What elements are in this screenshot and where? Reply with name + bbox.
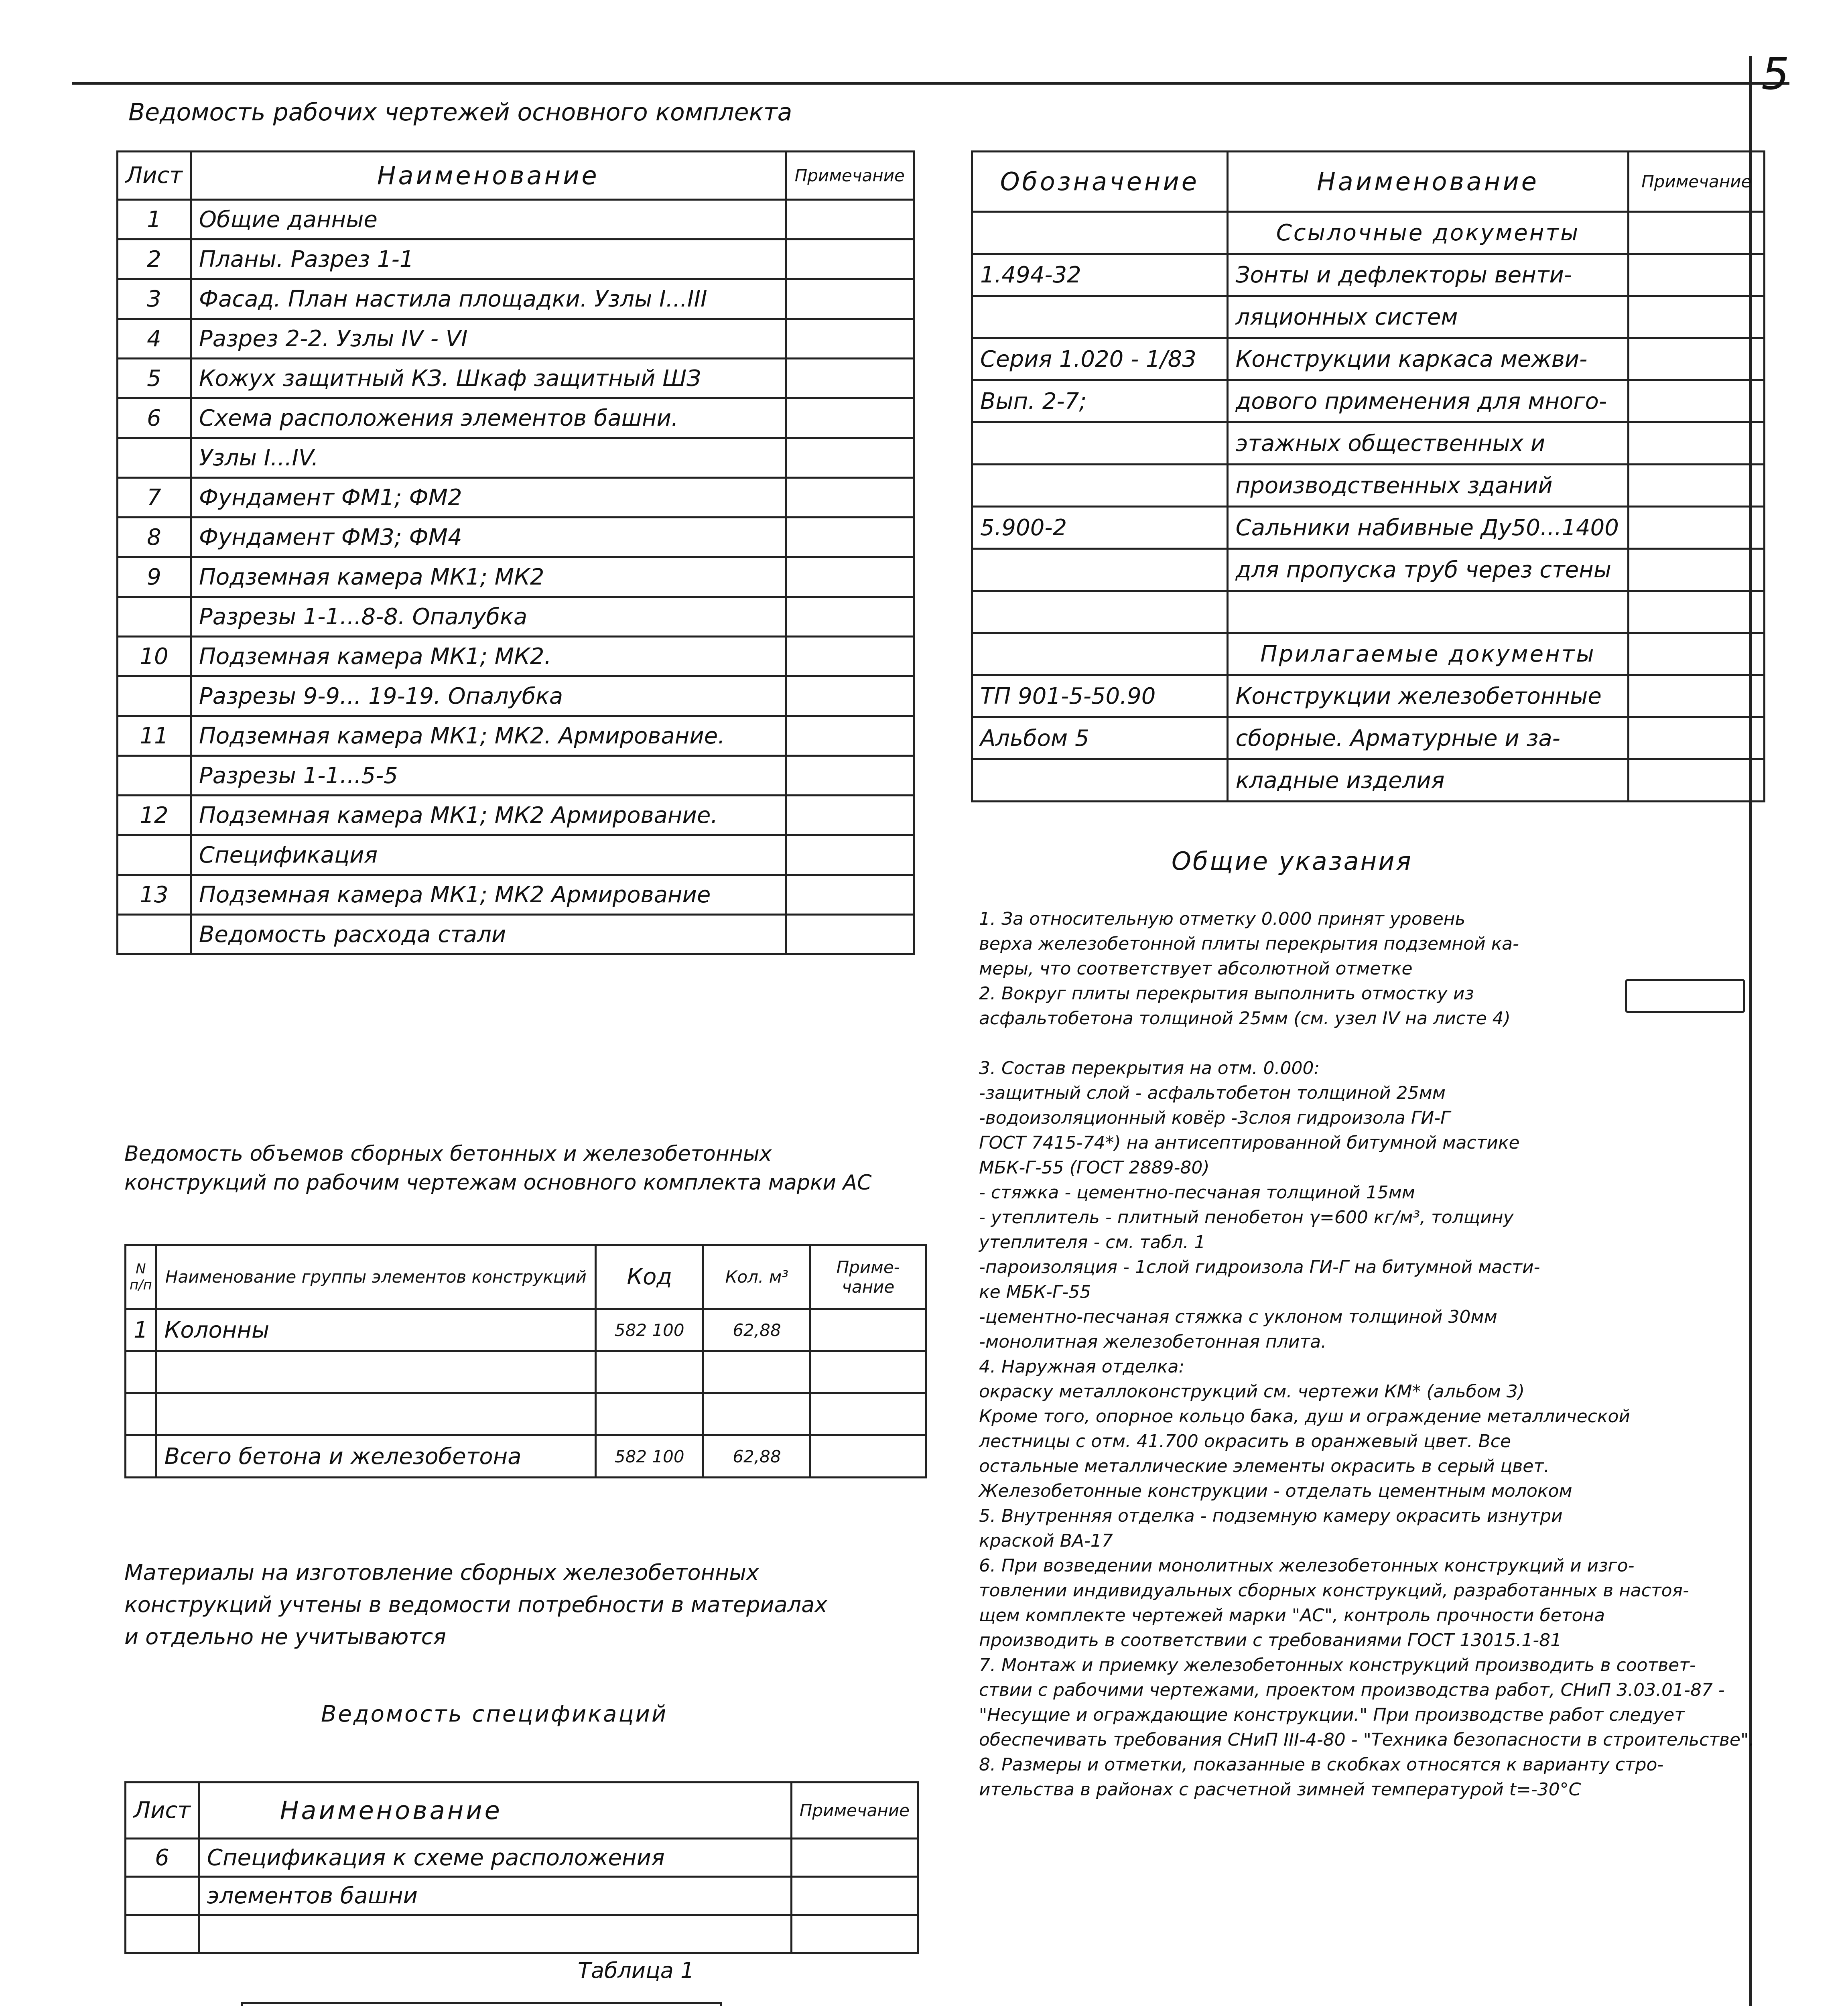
cv-note [810,1309,926,1351]
wd-row [118,915,914,954]
spec-sheet-number [126,1877,199,1915]
concrete-volumes-table [124,1244,927,1478]
general-note-line: остальные металлические элементы окрасить в серый цвет. [979,1456,1549,1476]
cv-row [126,1309,926,1351]
cv-group: Всего бетона и железобетона [156,1435,595,1478]
ref-note [1629,296,1765,338]
materials-note-line: Материалы на изготовление сборных железобетонных [124,1560,759,1585]
wd-note [786,637,914,676]
wd-name: Фасад. План настила площадки. Узлы I...III [191,279,786,319]
ref-designation: Вып. 2-7; [972,380,1228,422]
ref-row [972,380,1765,422]
ref-name: Зонты и дефлекторы венти- [1227,254,1629,296]
wd-sheet-number: 6 [118,398,191,438]
wd-row [118,478,914,518]
ref-designation: Альбом 5 [972,717,1228,759]
cv-group: Колонны [156,1309,595,1351]
cv-header-group: Наименование группы элементов конструкций [156,1245,595,1309]
general-note-line: "Несущие и ограждающие конструкции." При производстве работ следует [979,1705,1685,1725]
ref-name: кладные изделия [1227,759,1629,802]
ref-row [972,296,1765,338]
cv-note [810,1351,926,1393]
wd-sheet-number: 13 [118,875,191,915]
wd-sheet-number [118,676,191,716]
wd-sheet-number [118,597,191,637]
wd-name: Разрезы 9-9... 19-19. Опалубка [191,676,786,716]
general-note-line: асфальтобетона толщиной 25мм (см. узел IV на листе 4) [979,1008,1511,1029]
table1 [241,2002,722,2006]
ref-row [972,591,1765,633]
ref-row [972,549,1765,591]
wd-sheet-number: 2 [118,240,191,279]
ref-designation [972,591,1228,633]
wd-header-note: Примечание [786,152,914,200]
ref-row [972,507,1765,549]
cv-qty: 62,88 [703,1309,810,1351]
cv-header-code: Код [595,1245,703,1309]
wd-note [786,200,914,240]
spec-header-sheet: Лист [126,1783,199,1839]
wd-sheet-number [118,756,191,796]
cv-header-note: Приме- чание [810,1245,926,1309]
ref-designation [972,296,1228,338]
wd-row [118,279,914,319]
wd-name: Подземная камера МК1; МК2 Армирование. [191,796,786,835]
materials-note-line: и отдельно не учитываются [124,1624,446,1649]
ref-row [972,212,1765,254]
ref-note [1629,675,1765,717]
spec-row [126,1877,918,1915]
ref-note [1629,422,1765,465]
table1-title: Таблица 1 [578,1958,695,1983]
ref-note [1629,633,1765,675]
general-note-line: -пароизоляция - 1слой гидроизола ГИ-Г на битумной масти- [979,1257,1540,1277]
wd-name: Фундамент ФМ1; ФМ2 [191,478,786,518]
wd-sheet-number: 7 [118,478,191,518]
wd-name: Спецификация [191,835,786,875]
wd-header-sheet: Лист [118,152,191,200]
general-note-line: 4. Наружная отделка: [979,1356,1185,1377]
ref-row [972,717,1765,759]
spec-header-name: Наименование [199,1783,791,1839]
ref-header-designation: Обозначение [972,152,1228,212]
absolute-mark-box [1625,979,1745,1013]
ref-name: дового применения для много- [1227,380,1629,422]
cv-note [810,1393,926,1435]
ref-note [1629,212,1765,254]
cv-num [126,1351,156,1393]
wd-name: Планы. Разрез 1-1 [191,240,786,279]
ref-designation: 1.494-32 [972,254,1228,296]
wd-row [118,200,914,240]
cv-code: 582 100 [595,1435,703,1478]
general-note-line: лестницы с отм. 41.700 окрасить в оранжевый цвет. Все [979,1431,1511,1452]
wd-row [118,716,914,756]
ref-designation [972,422,1228,465]
general-note-line: 3. Состав перекрытия на отм. 0.000: [979,1058,1320,1078]
general-note-line: - стяжка - цементно-песчаная толщиной 15мм [979,1182,1415,1203]
ref-note [1629,717,1765,759]
cv-note [810,1435,926,1478]
wd-header-name: Наименование [191,152,786,200]
general-note-line: меры, что соответствует абсолютной отметке [979,958,1413,979]
ref-row [972,338,1765,380]
ref-row [972,759,1765,802]
ref-name: Сальники набивные Ду50...1400 [1227,507,1629,549]
wd-note [786,240,914,279]
ref-designation [972,633,1228,675]
wd-name: Подземная камера МК1; МК2 [191,557,786,597]
ref-name: производственных зданий [1227,465,1629,507]
wd-note [786,756,914,796]
wd-name: Подземная камера МК1; МК2. Армирование. [191,716,786,756]
cv-qty [703,1393,810,1435]
wd-row [118,637,914,676]
cv-header-num: N п/п [126,1245,156,1309]
wd-row [118,676,914,716]
wd-name: Схема расположения элементов башни. [191,398,786,438]
spec-sheet-number [126,1915,199,1953]
cv-num [126,1393,156,1435]
cv-qty: 62,88 [703,1435,810,1478]
wd-sheet-number [118,835,191,875]
spec-sheet-number: 6 [126,1839,199,1877]
wd-note [786,478,914,518]
spec-note [791,1839,918,1877]
general-note-line: -монолитная железобетонная плита. [979,1332,1327,1352]
ref-note [1629,380,1765,422]
ref-name [1227,591,1629,633]
general-note-line: утеплителя - см. табл. 1 [979,1232,1206,1253]
spec-name [199,1915,791,1953]
ref-name: сборные. Арматурные и за- [1227,717,1629,759]
wd-note [786,875,914,915]
ref-designation [972,759,1228,802]
specifications-title: Ведомость спецификаций [321,1701,668,1727]
ref-designation: Серия 1.020 - 1/83 [972,338,1228,380]
general-note-line: -водоизоляционный ковёр -3слоя гидроизола ГИ-Г [979,1108,1450,1128]
ref-row [972,675,1765,717]
wd-row [118,240,914,279]
wd-row [118,835,914,875]
wd-note [786,676,914,716]
cv-row [126,1435,926,1478]
wd-sheet-number: 3 [118,279,191,319]
wd-name: Подземная камера МК1; МК2. [191,637,786,676]
wd-note [786,398,914,438]
cv-group [156,1393,595,1435]
wd-row [118,438,914,478]
wd-note [786,279,914,319]
general-note-line: 7. Монтаж и приемку железобетонных конструкций производить в соответ- [979,1655,1696,1675]
general-note-line: верха железобетонной плиты перекрытия подземной ка- [979,934,1519,954]
spec-note [791,1915,918,1953]
wd-row [118,359,914,398]
spec-note [791,1877,918,1915]
wd-row [118,756,914,796]
general-note-line: 2. Вокруг плиты перекрытия выполнить отмостку из [979,983,1474,1004]
spec-header-note: Примечание [791,1783,918,1839]
wd-note [786,796,914,835]
cv-num [126,1435,156,1478]
wd-sheet-number: 11 [118,716,191,756]
general-note-line [979,1031,1761,1056]
spec-row [126,1839,918,1877]
concrete-volumes-title-line: Ведомость объемов сборных бетонных и железобетонных [124,1142,772,1166]
wd-note [786,557,914,597]
ref-note [1629,507,1765,549]
ref-header-name: Наименование [1227,152,1629,212]
general-note-line: товлении индивидуальных сборных конструкций, разработанных в настоя- [979,1580,1689,1601]
general-note-line: Кроме того, опорное кольцо бака, душ и ограждение металлической [979,1406,1631,1427]
general-note-line: -защитный слой - асфальтобетон толщиной 25мм [979,1083,1446,1103]
general-note-line: производить в соответствии с требованиями ГОСТ 13015.1-81 [979,1630,1562,1651]
wd-note [786,915,914,954]
wd-name: Разрезы 1-1...5-5 [191,756,786,796]
wd-name: Ведомость расхода стали [191,915,786,954]
cv-row [126,1351,926,1393]
ref-designation [972,212,1228,254]
general-note-line: 6. При возведении монолитных железобетонных конструкций и изго- [979,1555,1635,1576]
ref-designation: ТП 901-5-50.90 [972,675,1228,717]
spec-row [126,1915,918,1953]
wd-row [118,796,914,835]
wd-sheet-number: 12 [118,796,191,835]
general-note-line: Железобетонные конструкции - отделать цементным молоком [979,1481,1572,1501]
general-note-line: краской ВА-17 [979,1531,1113,1551]
general-note-line: - утеплитель - плитный пенобетон γ=600 кг/м³, толщину [979,1207,1514,1228]
wd-row [118,319,914,359]
general-notes [979,907,1761,1802]
specifications-table [124,1781,919,1954]
general-note-line: 5. Внутренняя отделка - подземную камеру окрасить изнутри [979,1506,1563,1526]
spec-name: Спецификация к схеме расположения [199,1839,791,1877]
wd-name: Подземная камера МК1; МК2 Армирование [191,875,786,915]
materials-note [124,1557,987,1653]
cv-num: 1 [126,1309,156,1351]
ref-name: Конструкции железобетонные [1227,675,1629,717]
general-note-line: обеспечивать требования СНиП III-4-80 - "Техника безопасности в строительстве". [979,1730,1755,1750]
ref-row [972,422,1765,465]
concrete-volumes-title [124,1139,967,1197]
wd-name: Разрезы 1-1...8-8. Опалубка [191,597,786,637]
concrete-volumes-title-line: конструкций по рабочим чертежам основного комплекта марки АС [124,1171,872,1195]
wd-note [786,319,914,359]
materials-note-line: конструкций учтены в ведомости потребности в материалах [124,1592,828,1617]
wd-sheet-number [118,438,191,478]
cv-row [126,1393,926,1435]
general-note-line: ке МБК-Г-55 [979,1282,1091,1302]
ref-note [1629,338,1765,380]
cv-qty [703,1351,810,1393]
general-note-line: щем комплекте чертежей марки "АС", контроль прочности бетона [979,1605,1605,1626]
ref-note [1629,465,1765,507]
wd-name: Фундамент ФМ3; ФМ4 [191,518,786,557]
general-note-line: МБК-Г-55 (ГОСТ 2889-80) [979,1157,1210,1178]
ref-name: Прилагаемые документы [1227,633,1629,675]
wd-note [786,359,914,398]
cv-group [156,1351,595,1393]
wd-note [786,716,914,756]
general-note-line: ГОСТ 7415-74*) на антисептированной битумной мастике [979,1133,1520,1153]
ref-name: для пропуска труб через стены [1227,549,1629,591]
working-drawings-title: Ведомость рабочих чертежей основного комплекта [128,98,792,126]
frame-top [72,82,1789,85]
general-note-line: 1. За относительную отметку 0.000 принят уровень [979,909,1466,929]
wd-row [118,557,914,597]
ref-note [1629,549,1765,591]
general-notes-title: Общие указания [1172,847,1413,876]
ref-designation [972,549,1228,591]
wd-sheet-number: 4 [118,319,191,359]
wd-sheet-number: 8 [118,518,191,557]
ref-note [1629,254,1765,296]
general-note-line: 8. Размеры и отметки, показанные в скобках относятся к варианту стро- [979,1754,1664,1775]
wd-note [786,518,914,557]
wd-name: Узлы I...IV. [191,438,786,478]
ref-name: Ссылочные документы [1227,212,1629,254]
ref-name: Конструкции каркаса межви- [1227,338,1629,380]
cv-header-qty: Кол. м³ [703,1245,810,1309]
wd-row [118,597,914,637]
spec-name: элементов башни [199,1877,791,1915]
wd-sheet-number [118,915,191,954]
general-note-line: окраску металлоконструкций см. чертежи КМ* (альбом 3) [979,1381,1525,1402]
ref-header-note: Примечание [1629,152,1765,212]
sheet-corner-number: 5 [1761,48,1789,99]
wd-name: Общие данные [191,200,786,240]
ref-note [1629,759,1765,802]
wd-sheet-number: 10 [118,637,191,676]
wd-sheet-number: 1 [118,200,191,240]
ref-row [972,633,1765,675]
references-table [971,150,1765,802]
cv-code: 582 100 [595,1309,703,1351]
working-drawings-table [116,150,915,955]
table1-header [242,2003,721,2006]
general-note-line: ительства в районах с расчетной зимней температурой t=-30°C [979,1779,1581,1800]
wd-sheet-number: 9 [118,557,191,597]
ref-designation [972,465,1228,507]
general-note-line: ствии с рабочими чертежами, проектом производства работ, СНиП 3.03.01-87 - [979,1680,1725,1700]
wd-note [786,438,914,478]
ref-row [972,465,1765,507]
wd-name: Разрез 2-2. Узлы IV - VI [191,319,786,359]
cv-code [595,1393,703,1435]
wd-row [118,518,914,557]
wd-row [118,398,914,438]
ref-designation: 5.900-2 [972,507,1228,549]
wd-note [786,597,914,637]
ref-note [1629,591,1765,633]
general-note-line: -цементно-песчаная стяжка с уклоном толщиной 30мм [979,1307,1497,1327]
wd-name: Кожух защитный КЗ. Шкаф защитный ШЗ [191,359,786,398]
wd-sheet-number: 5 [118,359,191,398]
wd-row [118,875,914,915]
ref-name: этажных общественных и [1227,422,1629,465]
cv-code [595,1351,703,1393]
wd-note [786,835,914,875]
ref-row [972,254,1765,296]
ref-name: ляционных систем [1227,296,1629,338]
